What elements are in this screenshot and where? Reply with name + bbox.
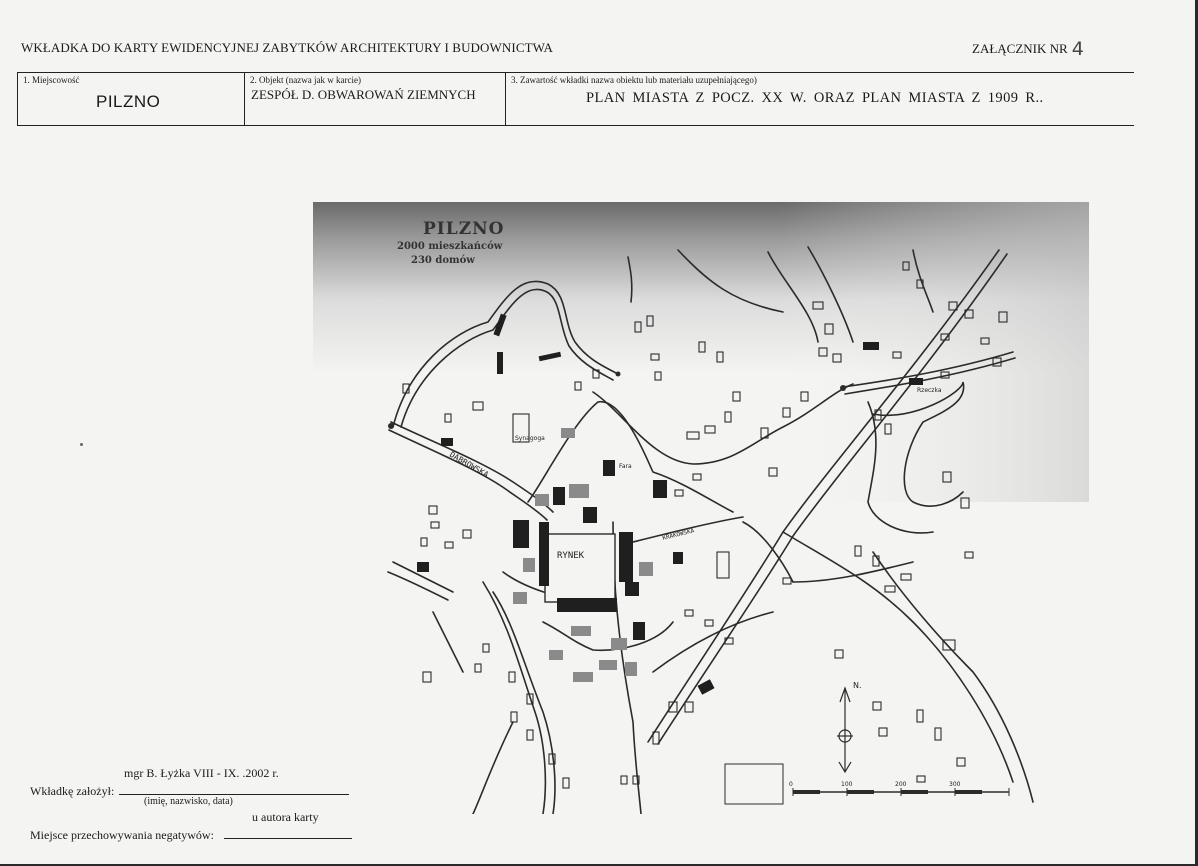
map-subtitle-population: 2000 mieszkańców — [397, 241, 503, 252]
contents-label: 3. Zawartość wkładki nazwa obiektu lub materiału uzupełniającego) — [511, 75, 757, 85]
map-drawing — [313, 202, 1089, 814]
label-rynek: RYNEK — [557, 551, 585, 561]
contents-value: PLAN MIASTA Z POCZ. XX W. ORAZ PLAN MIASTA Z 1909 R.. — [586, 90, 1044, 106]
locality-value: PILZNO — [96, 92, 161, 111]
attachment-label-text: ZAŁĄCZNIK NR — [972, 41, 1068, 56]
document-title: WKŁADKA DO KARTY EWIDENCYJNEJ ZABYTKÓW ARCHITEKTURY I BUDOWNICTWA — [21, 40, 554, 55]
object-value: ZESPÓŁ D. OBWAROWAŃ ZIEMNYCH — [251, 87, 476, 102]
author-line: mgr B. Łyżka VIII - IX. .2002 r. — [124, 766, 279, 780]
label-synagoga: Synagoga — [515, 435, 545, 442]
scan-speck — [80, 443, 83, 446]
label-dabrowska: DĄBROWSKA — [448, 449, 491, 480]
header-cell-locality — [18, 73, 245, 125]
object-label: 2. Objekt (nazwa jak w karcie) — [250, 75, 361, 85]
negatives-underline — [224, 838, 352, 839]
name-hint: (imię, nazwisko, data) — [144, 796, 233, 807]
negatives-label: Miejsce przechowywania negatywów: — [30, 828, 214, 842]
created-underline — [119, 794, 349, 795]
header-table — [17, 72, 1134, 126]
header-cell-object — [245, 73, 506, 125]
north-label: N. — [853, 681, 862, 690]
map-title: PILZNO — [423, 219, 505, 239]
scale-label-0: 0 — [789, 781, 793, 788]
scale-label-200: 200 — [895, 781, 907, 788]
header-cell-contents — [506, 73, 1135, 125]
scale-label-100: 100 — [841, 781, 853, 788]
map-subtitle-houses: 230 domów — [411, 255, 475, 266]
label-rzeczka: Rzeczka — [917, 387, 942, 394]
attachment-label — [972, 38, 1084, 60]
label-krakowska: KRAKOWSKA — [661, 527, 696, 542]
town-plan-map — [313, 202, 1089, 814]
locality-label: 1. Miejscowość — [23, 75, 80, 85]
created-label: Wkładkę założył: — [30, 784, 115, 798]
scale-label-300: 300 — [949, 781, 961, 788]
location-note: u autora karty — [252, 810, 319, 824]
label-fara: Fara — [619, 463, 632, 470]
attachment-number: 4 — [1071, 38, 1084, 60]
